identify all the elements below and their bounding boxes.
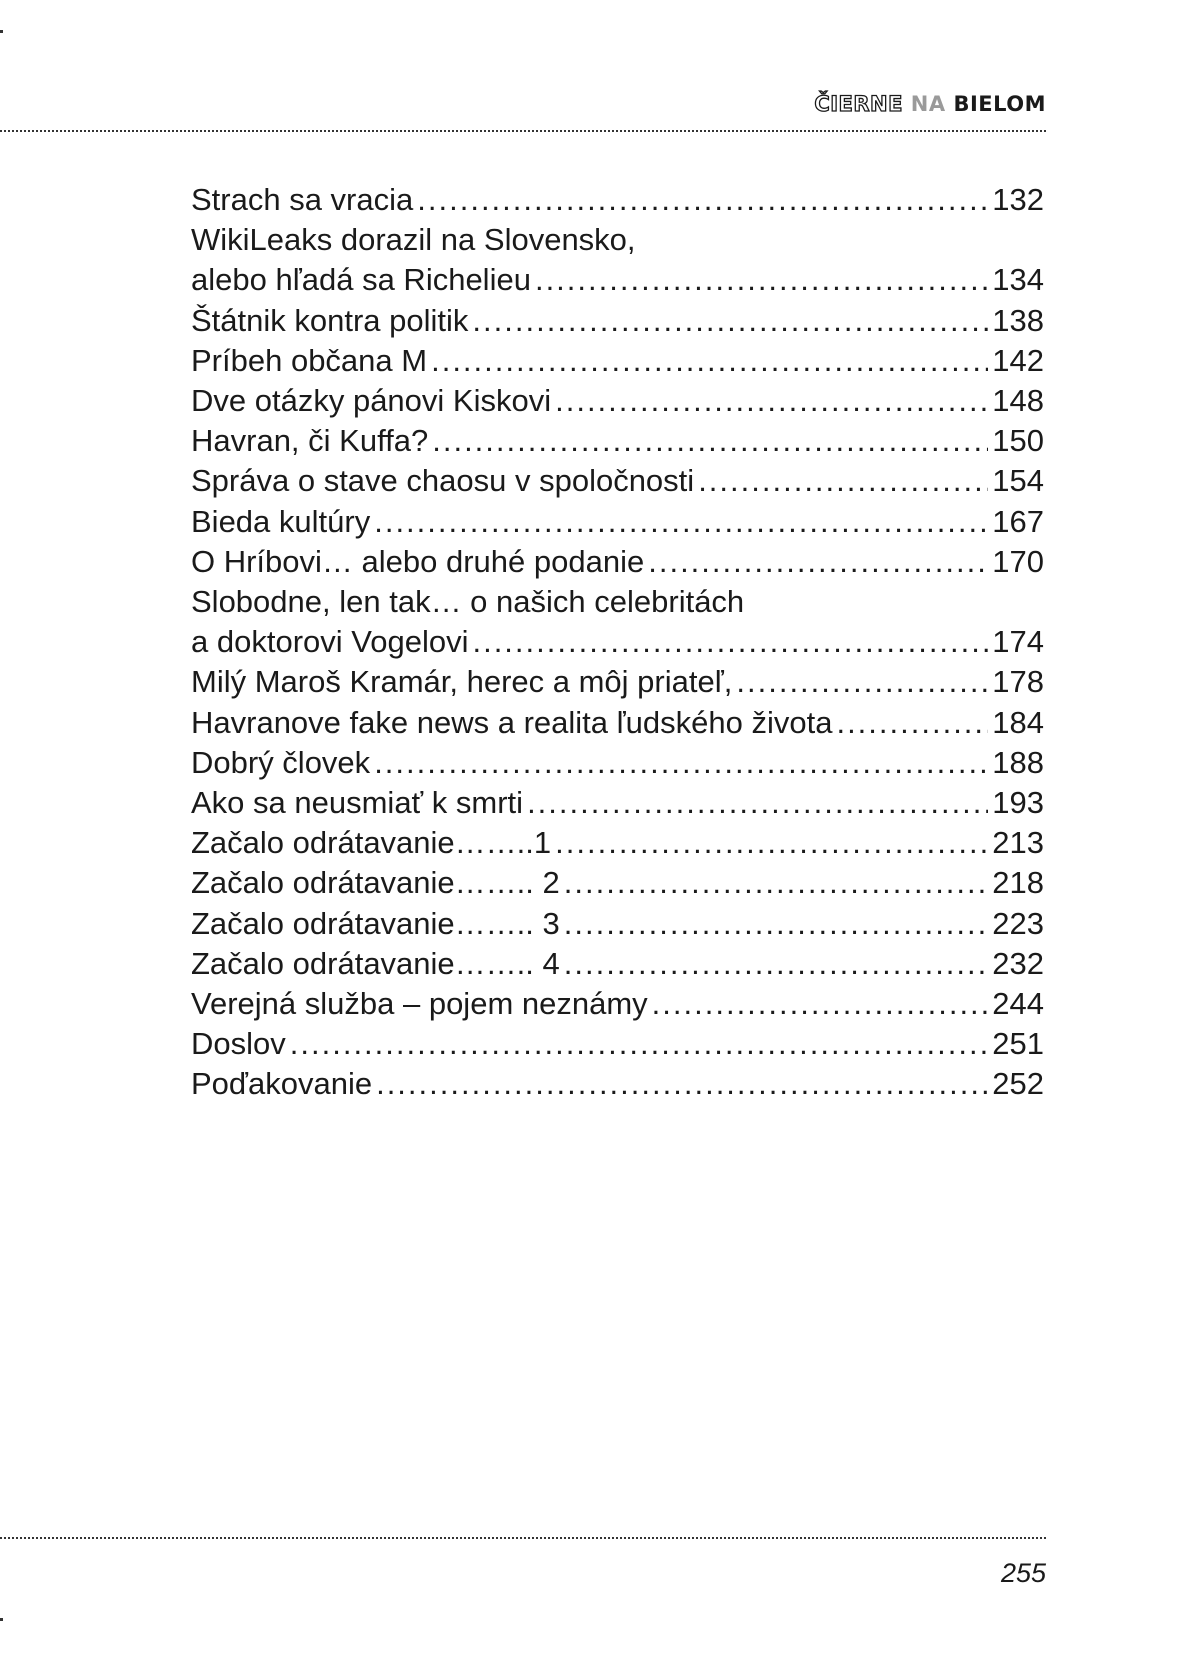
toc-entry-title: Ako sa neusmiať k smrti — [191, 785, 524, 821]
toc-entry-page: 218 — [992, 865, 1044, 901]
toc-entry-page: 174 — [992, 624, 1044, 660]
toc-dot-leader — [648, 542, 988, 582]
toc-entry — [191, 461, 1044, 501]
toc-entry — [191, 984, 1044, 1024]
toc-entry-page: 184 — [992, 704, 1044, 740]
toc-entry-title: Bieda kultúry — [191, 503, 371, 539]
toc-entry-title: Začalo odrátavanie…….. 2 — [191, 865, 560, 901]
toc-dot-leader — [376, 1064, 988, 1104]
toc-line — [191, 582, 1044, 622]
toc-dot-leader — [652, 984, 989, 1024]
toc-entry — [191, 823, 1044, 863]
toc-dot-leader — [431, 341, 988, 381]
toc-entry — [191, 341, 1044, 381]
toc-entry-title: alebo hľadá sa Richelieu — [191, 262, 531, 298]
toc-entry-page: 251 — [992, 1026, 1044, 1062]
toc-entry-title: Správa o stave chaosu v spoločnosti — [191, 463, 695, 499]
running-head-word-3: BIELOM — [953, 92, 1046, 116]
toc-entry — [191, 582, 1044, 662]
toc-line — [191, 743, 1044, 783]
toc-entry-page: 170 — [992, 543, 1044, 579]
toc-entry-title: WikiLeaks dorazil na Slovensko, — [191, 222, 636, 258]
toc-dot-leader — [374, 502, 988, 542]
toc-line — [191, 662, 1044, 702]
toc-entry-title: Doslov — [191, 1026, 286, 1062]
toc-entry-title: Štátnik kontra politik — [191, 302, 469, 338]
toc-entry — [191, 783, 1044, 823]
toc-entry — [191, 1064, 1044, 1104]
toc-entry — [191, 381, 1044, 421]
toc-dot-leader — [417, 180, 988, 220]
toc-entry — [191, 502, 1044, 542]
toc-dot-leader — [472, 301, 988, 341]
header-divider — [0, 130, 1046, 132]
toc-entry — [191, 421, 1044, 461]
toc-line — [191, 622, 1044, 662]
toc-entry-page: 213 — [992, 825, 1044, 861]
toc-entry-page: 244 — [992, 986, 1044, 1022]
toc-dot-leader — [290, 1024, 989, 1064]
toc-entry-title: Príbeh občana M — [191, 342, 428, 378]
toc-entry — [191, 542, 1044, 582]
toc-line — [191, 421, 1044, 461]
toc-entry-title: Verejná služba – pojem neznámy — [191, 986, 648, 1022]
toc-entry-page: 188 — [992, 744, 1044, 780]
toc-entry-page: 232 — [992, 945, 1044, 981]
toc-entry-page: 148 — [992, 383, 1044, 419]
toc-entry — [191, 703, 1044, 743]
toc-dot-leader — [555, 381, 988, 421]
toc-entry-title: O Hríbovi… alebo druhé podanie — [191, 543, 645, 579]
toc-entry-page: 132 — [992, 182, 1044, 217]
toc-entry-page: 138 — [992, 302, 1044, 338]
toc-line — [191, 260, 1044, 300]
toc-entry-page: 167 — [992, 503, 1044, 539]
toc-line — [191, 703, 1044, 743]
toc-dot-leader — [736, 662, 988, 702]
toc-dot-leader — [472, 622, 988, 662]
table-of-contents — [191, 180, 1044, 1105]
page-number: 255 — [1000, 1558, 1046, 1588]
running-head-word-1: ČIERNE — [814, 92, 903, 116]
toc-entry — [191, 180, 1044, 220]
toc-entry-title: a doktorovi Vogelovi — [191, 624, 469, 660]
toc-entry-title: Havran, či Kuffa? — [191, 423, 429, 459]
toc-dot-leader — [698, 461, 988, 501]
toc-line — [191, 984, 1044, 1024]
toc-line — [191, 783, 1044, 823]
footer-divider — [0, 1537, 1046, 1539]
toc-line — [191, 904, 1044, 944]
toc-line — [191, 341, 1044, 381]
toc-line — [191, 180, 1044, 220]
toc-entry-title: Strach sa vracia — [191, 182, 414, 217]
toc-entry — [191, 944, 1044, 984]
toc-entry — [191, 301, 1044, 341]
toc-line — [191, 461, 1044, 501]
toc-entry-title: Poďakovanie — [191, 1066, 373, 1102]
toc-dot-leader — [564, 944, 989, 984]
toc-entry-page: 134 — [992, 262, 1044, 298]
toc-line — [191, 823, 1044, 863]
toc-dot-leader — [564, 863, 989, 903]
toc-line — [191, 542, 1044, 582]
toc-entry — [191, 743, 1044, 783]
toc-entry — [191, 220, 1044, 300]
toc-entry-title: Dobrý človek — [191, 744, 371, 780]
toc-line — [191, 1064, 1044, 1104]
edge-mark — [0, 1618, 3, 1621]
toc-entry — [191, 1024, 1044, 1064]
toc-dot-leader — [374, 743, 988, 783]
toc-entry-page: 142 — [992, 342, 1044, 378]
toc-entry-page: 252 — [992, 1066, 1044, 1102]
toc-entry-page: 150 — [992, 423, 1044, 459]
toc-entry-title: Začalo odrátavanie……..1 — [191, 825, 552, 861]
toc-entry-title: Milý Maroš Kramár, herec a môj priateľ, — [191, 664, 733, 700]
toc-line — [191, 381, 1044, 421]
toc-line — [191, 944, 1044, 984]
toc-entry-page: 223 — [992, 905, 1044, 941]
toc-entry-title: Dve otázky pánovi Kiskovi — [191, 383, 552, 419]
running-head — [814, 92, 1046, 116]
toc-dot-leader — [564, 904, 989, 944]
toc-entry-page: 193 — [992, 785, 1044, 821]
toc-line — [191, 220, 1044, 260]
toc-entry-title: Slobodne, len tak… o našich celebritách — [191, 584, 745, 620]
toc-entry-title: Havranove fake news a realita ľudského života — [191, 704, 833, 740]
toc-line — [191, 1024, 1044, 1064]
toc-dot-leader — [432, 421, 988, 461]
toc-entry-page: 154 — [992, 463, 1044, 499]
toc-line — [191, 863, 1044, 903]
toc-dot-leader — [555, 823, 988, 863]
toc-line — [191, 301, 1044, 341]
toc-entry-title: Začalo odrátavanie…….. 3 — [191, 905, 560, 941]
toc-entry-page: 178 — [992, 664, 1044, 700]
running-head-word-2: NA — [910, 92, 946, 116]
toc-entry — [191, 662, 1044, 702]
toc-dot-leader — [527, 783, 988, 823]
toc-entry — [191, 863, 1044, 903]
toc-dot-leader — [535, 260, 988, 300]
toc-entry-title: Začalo odrátavanie…….. 4 — [191, 945, 560, 981]
toc-line — [191, 502, 1044, 542]
toc-entry — [191, 904, 1044, 944]
edge-mark — [0, 30, 3, 33]
toc-dot-leader — [836, 703, 988, 743]
